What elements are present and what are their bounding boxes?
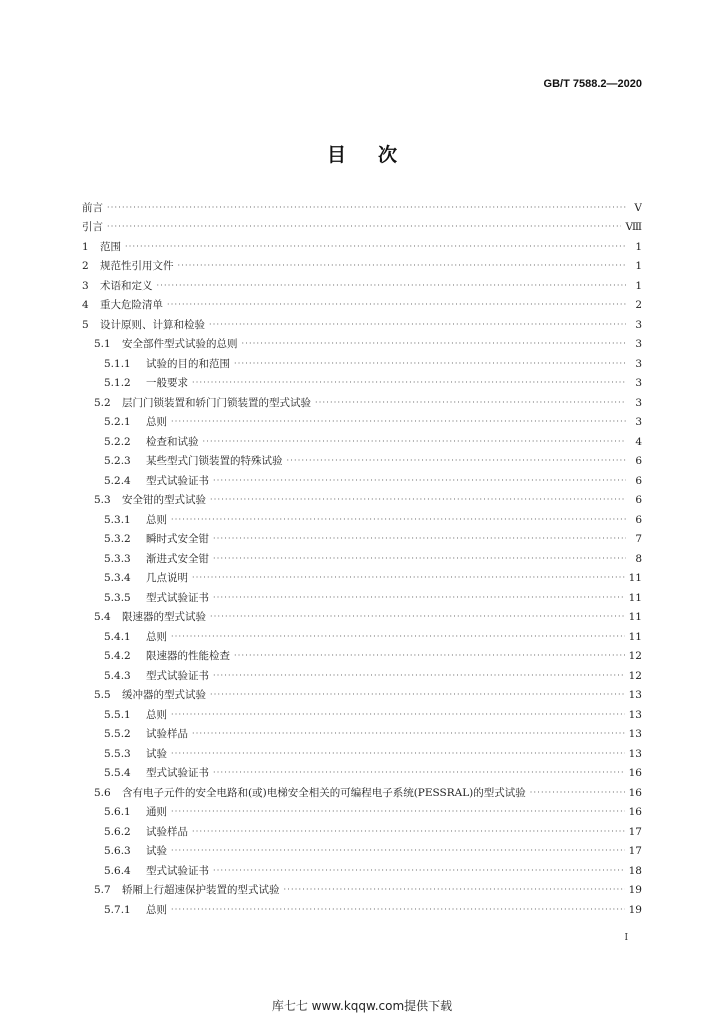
toc-entry-page: 2 [635,299,642,311]
toc-entry-label: 检查和试验 [146,435,199,448]
toc-entry-page: 3 [635,396,642,409]
toc-entry[interactable] [82,803,642,823]
toc-entry-label: 试验 [146,747,167,760]
toc-entry-page: 3 [635,377,642,389]
toc-leader-dots [107,223,621,231]
toc-entry-page: 11 [628,611,642,623]
toc-entry-label: 层门门锁装置和轿门门锁装置的型式试验 [122,396,311,409]
toc-leader-dots [171,418,626,426]
toc-entry-label: 安全钳的型式试验 [122,494,206,506]
toc-leader-dots [107,204,626,212]
toc-entry-number: 5.1 [94,338,111,350]
toc-entry[interactable] [82,783,642,803]
toc-entry-page: 13 [628,747,642,760]
toc-leader-dots [284,886,625,894]
toc-leader-dots [171,516,626,524]
toc-leader-dots [125,243,626,251]
toc-entry-page: 1 [635,279,642,292]
toc-entry-page: 1 [635,260,642,272]
toc-entry-page: 3 [635,416,642,428]
toc-entry-label: 总则 [146,708,167,721]
toc-entry-label: 试验的目的和范围 [146,357,230,370]
toc-entry-number: 5.2.2 [104,435,131,448]
toc-leader-dots [213,477,626,485]
toc-entry-number: 5.4.3 [104,669,131,682]
toc-entry[interactable] [82,491,642,511]
toc-entry-page: 16 [628,767,642,779]
toc-entry[interactable] [82,237,642,257]
toc-entry-number: 5.4.2 [104,650,131,662]
toc-entry-page: 11 [628,591,642,604]
toc-entry-label: 型式试验证书 [146,767,209,779]
toc-entry-label: 型式试验证书 [146,591,209,604]
toc-entry[interactable] [82,530,642,550]
toc-entry-page: 12 [628,650,642,662]
toc-entry-page: 19 [628,884,642,896]
toc-entry-number: 5.3.1 [104,513,131,526]
toc-entry-label: 通则 [146,806,167,818]
toc-entry[interactable] [82,744,642,764]
toc-entry-label: 重大危险清单 [100,299,163,311]
toc-entry[interactable] [82,725,642,745]
toc-entry[interactable] [82,315,642,335]
download-watermark: 库七七 www.kqqw.com提供下载 [271,999,453,1013]
toc-entry[interactable] [82,257,642,277]
toc-entry-label: 总则 [146,903,167,916]
toc-entry-label: 试验样品 [146,825,188,838]
toc-entry[interactable] [82,549,642,569]
toc-entry[interactable] [82,354,642,374]
toc-leader-dots [171,711,625,719]
toc-leader-dots [171,633,625,641]
toc-entry-number: 4 [82,299,89,311]
toc-leader-dots [171,906,625,914]
toc-entry-label: 一般要求 [146,377,188,389]
toc-entry-page: 12 [628,669,642,682]
toc-leader-dots [530,789,625,797]
toc-entry-number: 1 [82,240,89,253]
toc-entry-page: 17 [628,825,642,838]
toc-entry-number: 5.5.3 [104,747,131,760]
toc-entry-page: 3 [635,338,642,350]
toc-entry-number: 5.7.1 [104,903,131,916]
toc-leader-dots [171,808,625,816]
toc-entry-label: 含有电子元件的安全电路和(或)电梯安全相关的可编程电子系统(PESSRAL)的型式试验 [122,786,526,799]
toc-leader-dots [213,535,626,543]
toc-leader-dots [192,730,625,738]
toc-entry-label: 安全部件型式试验的总则 [122,338,238,350]
toc-entry[interactable] [82,374,642,394]
toc-leader-dots [315,399,626,407]
toc-leader-dots [213,769,625,777]
toc-entry-label: 限速器的型式试验 [122,611,206,623]
toc-entry[interactable] [82,335,642,355]
toc-entry-number: 5.3.5 [104,591,131,604]
toc-entry-number: 5.1.2 [104,377,131,389]
toc-leader-dots [203,438,627,446]
toc-entry-label: 术语和定义 [100,279,153,292]
toc-leader-dots [213,594,625,602]
toc-entry[interactable] [82,764,642,784]
toc-entry-page: 1 [635,240,642,253]
toc-entry-number: 5.2.1 [104,416,131,428]
toc-entry-page: 17 [628,845,642,857]
toc-leader-dots [234,652,625,660]
toc-entry-label: 限速器的性能检查 [146,650,230,662]
toc-entry[interactable] [82,900,642,920]
toc-entry-label: 缓冲器的型式试验 [122,689,206,701]
toc-entry-number: 5.6.2 [104,825,131,838]
toc-leader-dots [171,847,625,855]
toc-entry-page: 3 [635,318,642,331]
toc-entry-label: 某些型式门锁装置的特殊试验 [146,455,283,467]
toc-entry[interactable] [82,666,642,686]
toc-entry-page: 16 [628,806,642,818]
toc-entry-number: 5.3.2 [104,533,131,545]
toc-entry[interactable] [82,569,642,589]
toc-leader-dots [242,340,627,348]
toc-entry-label: 总则 [146,513,167,526]
toc-entry[interactable] [82,881,642,901]
toc-entry-page: 11 [628,630,642,643]
toc-entry-page: 6 [635,474,642,487]
toc-leader-dots [210,691,625,699]
toc-entry-page: 19 [628,903,642,916]
toc-entry-number: 5.5 [94,689,111,701]
toc-entry-page: 18 [628,864,642,877]
toc-entry[interactable] [82,686,642,706]
toc-entry-page: 13 [628,708,642,721]
toc-entry[interactable] [82,627,642,647]
toc-entry[interactable] [82,471,642,491]
toc-entry-page: Ⅷ [625,221,642,233]
toc-entry-page: 6 [635,513,642,526]
toc-entry-page: 7 [635,533,642,545]
toc-entry-number: 2 [82,260,89,272]
toc-leader-dots [213,672,625,680]
toc-entry-number: 5.3 [94,494,111,506]
toc-entry-number: 5.5.4 [104,767,131,779]
toc-entry-number: 3 [82,279,89,292]
toc-leader-dots [234,360,626,368]
toc-entry[interactable] [82,276,642,296]
toc-leader-dots [213,555,626,563]
toc-entry-page: 6 [635,455,642,467]
toc-entry[interactable] [82,432,642,452]
toc-entry-number: 5.2.4 [104,474,131,487]
page-title: 目次 [326,144,429,166]
page-number: I [624,933,628,943]
toc-entry-label: 轿厢上行超速保护装置的型式试验 [122,884,280,896]
toc-entry-page: 4 [635,435,642,448]
toc-entry[interactable] [82,842,642,862]
toc-entry-number: 5.6.1 [104,806,131,818]
standard-number: GB/T 7588.2—2020 [543,78,642,90]
toc-entry-label: 型式试验证书 [146,474,209,487]
toc-entry[interactable] [82,296,642,316]
table-of-contents [82,198,642,920]
toc-leader-dots [171,750,625,758]
toc-entry-number: 5.5.2 [104,728,131,740]
toc-entry-label: 规范性引用文件 [100,260,174,272]
toc-entry-page: 13 [628,728,642,740]
toc-leader-dots [167,301,626,309]
toc-leader-dots [213,867,625,875]
toc-entry-label: 型式试验证书 [146,864,209,877]
toc-entry-page: 16 [628,786,642,799]
toc-entry-label: 总则 [146,416,167,428]
toc-entry[interactable] [82,647,642,667]
toc-entry-number: 5.7 [94,884,111,896]
toc-leader-dots [210,613,625,621]
toc-entry[interactable] [82,588,642,608]
toc-leader-dots [157,282,627,290]
toc-entry-page: 6 [635,494,642,506]
toc-leader-dots [209,321,626,329]
toc-entry-page: 8 [635,552,642,565]
toc-entry-label: 试验样品 [146,728,188,740]
toc-leader-dots [192,379,626,387]
toc-entry-page: 3 [635,357,642,370]
toc-entry[interactable] [82,861,642,881]
toc-entry-label: 设计原则、计算和检验 [100,318,205,331]
toc-entry-label: 试验 [146,845,167,857]
toc-entry-label: 总则 [146,630,167,643]
toc-leader-dots [178,262,627,270]
toc-entry-label: 范围 [100,240,121,253]
toc-leader-dots [287,457,627,465]
toc-leader-dots [210,496,626,504]
toc-entry-label: 前言 [82,201,103,214]
toc-entry-number: 5.3.4 [104,572,131,584]
toc-entry-number: 5.6.4 [104,864,131,877]
toc-leader-dots [192,574,625,582]
toc-entry[interactable] [82,510,642,530]
toc-leader-dots [192,828,625,836]
toc-entry-label: 瞬时式安全钳 [146,533,209,545]
toc-entry-number: 5.2 [94,396,111,409]
toc-entry-label: 引言 [82,221,103,233]
toc-entry-number: 5.4 [94,611,111,623]
toc-entry-number: 5 [82,318,89,331]
toc-entry[interactable] [82,218,642,238]
toc-entry[interactable] [82,452,642,472]
toc-entry[interactable] [82,393,642,413]
toc-entry-page: V [634,201,642,214]
toc-entry[interactable] [82,608,642,628]
toc-entry[interactable] [82,413,642,433]
toc-entry-label: 几点说明 [146,572,188,584]
toc-entry[interactable] [82,822,642,842]
toc-entry-number: 5.4.1 [104,630,131,643]
toc-entry-number: 5.6.3 [104,845,131,857]
toc-entry-page: 13 [628,689,642,701]
toc-entry-number: 5.6 [94,786,111,799]
toc-entry-label: 型式试验证书 [146,669,209,682]
toc-entry-number: 5.2.3 [104,455,131,467]
toc-entry-page: 11 [628,572,642,584]
toc-entry-number: 5.3.3 [104,552,131,565]
toc-entry[interactable] [82,198,642,218]
toc-entry-number: 5.5.1 [104,708,131,721]
toc-entry-number: 5.1.1 [104,357,131,370]
toc-entry-label: 渐进式安全钳 [146,552,209,565]
toc-entry[interactable] [82,705,642,725]
